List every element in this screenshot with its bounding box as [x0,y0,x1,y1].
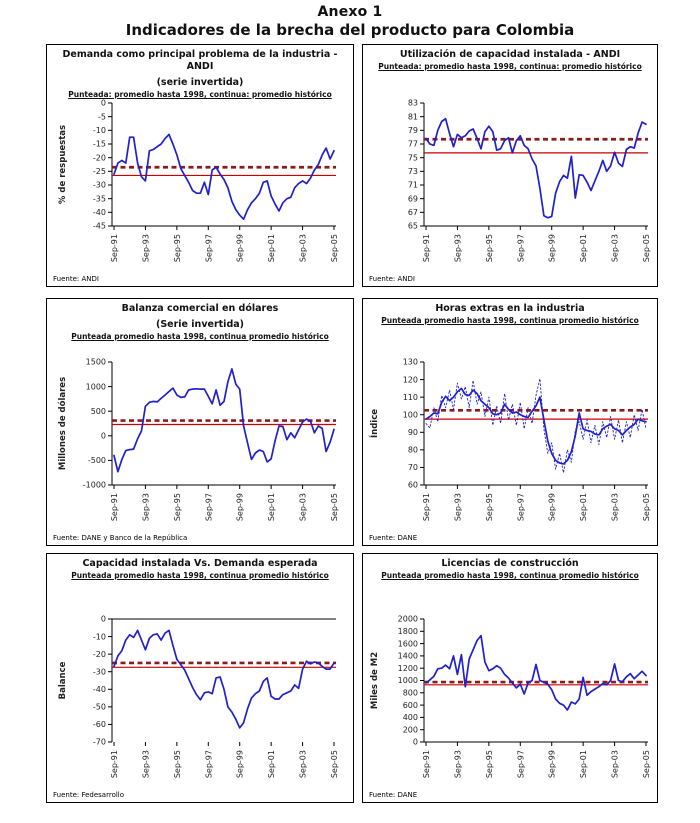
chart-title-line2: (serie invertida) [156,77,244,88]
svg-text:Sep-97: Sep-97 [204,234,214,263]
chart-title: Licencias de construcción [441,558,579,569]
svg-text:Millones de dólares: Millones de dólares [58,376,68,471]
horas-extras-plot [366,355,654,529]
svg-text:69: 69 [407,194,418,204]
svg-text:200: 200 [402,725,418,735]
svg-text:120: 120 [402,375,418,385]
svg-text:-45: -45 [92,221,106,231]
demanda-plot [50,96,350,270]
svg-text:77: 77 [407,139,418,149]
svg-text:0: 0 [100,98,106,108]
svg-text:% de respuestas: % de respuestas [58,124,68,205]
svg-text:-500: -500 [87,456,106,466]
svg-text:2000: 2000 [397,614,418,624]
svg-text:130: 130 [402,357,418,367]
svg-text:81: 81 [407,112,418,122]
svg-text:-10: -10 [92,632,106,642]
capacidad-demanda-plot [50,612,350,786]
panel-demanda-industria [46,44,354,287]
svg-text:400: 400 [402,713,418,723]
svg-text:Sep-97: Sep-97 [204,750,214,779]
svg-text:Sep-01: Sep-01 [579,750,589,779]
chart-source: Fuente: DANE [369,534,418,542]
svg-text:Sep-95: Sep-95 [484,493,494,522]
svg-text:80: 80 [407,445,418,455]
chart-subtitle: Punteada promedio hasta 1998, continua promedio histórico [381,316,639,325]
svg-text:Sep-99: Sep-99 [235,750,245,779]
svg-text:Sep-99: Sep-99 [235,234,245,263]
svg-text:Sep-03: Sep-03 [610,493,620,522]
svg-text:-25: -25 [92,167,106,177]
svg-text:Sep-91: Sep-91 [422,750,431,779]
utilizacion-plot [366,96,654,270]
svg-text:73: 73 [407,167,418,177]
svg-text:Sep-97: Sep-97 [204,493,214,522]
svg-text:1200: 1200 [397,663,418,673]
chart-source: Fuente: ANDI [369,275,415,283]
svg-text:-1000: -1000 [82,480,106,490]
page-title: Anexo 1 [317,4,383,20]
chart-subtitle: Punteada promedio hasta 1998, continua promedio histórico [381,571,639,580]
svg-text:-15: -15 [92,139,106,149]
svg-text:-20: -20 [92,649,106,659]
chart-subtitle: Punteada promedio hasta 1998, continua promedio histórico [71,571,329,580]
svg-text:Miles de M2: Miles de M2 [370,651,380,710]
svg-text:Sep-03: Sep-03 [610,750,620,779]
svg-text:1600: 1600 [397,639,418,649]
panel-balanza-comercial [46,298,354,546]
svg-text:Sep-93: Sep-93 [453,234,463,263]
svg-text:Sep-01: Sep-01 [579,493,589,522]
svg-text:Sep-01: Sep-01 [267,493,277,522]
page-header [0,4,700,39]
svg-text:1500: 1500 [85,357,106,367]
chart-title: Horas extras en la industria [435,303,585,314]
svg-text:75: 75 [407,153,418,163]
svg-text:110: 110 [402,392,418,402]
svg-text:Sep-03: Sep-03 [610,234,620,263]
svg-text:Sep-93: Sep-93 [453,493,463,522]
svg-text:83: 83 [407,98,418,108]
svg-text:0: 0 [100,614,106,624]
svg-text:90: 90 [407,427,418,437]
chart-subtitle: Punteada promedio hasta 1998, continua promedio histórico [71,332,329,341]
chart-source: Fuente: ANDI [53,275,99,283]
svg-text:Sep-97: Sep-97 [516,234,526,263]
svg-text:70: 70 [407,463,418,473]
svg-text:Sep-93: Sep-93 [141,750,151,779]
svg-text:Sep-93: Sep-93 [141,493,151,522]
svg-text:67: 67 [407,208,418,218]
chart-title: Demanda como principal problema de la industria - ANDI [62,49,338,72]
panel-licencias-construccion [362,553,658,803]
chart-title: Capacidad instalada Vs. Demanda esperada [82,558,318,569]
svg-text:Sep-05: Sep-05 [330,750,339,779]
svg-text:-40: -40 [92,208,106,218]
svg-text:Sep-95: Sep-95 [172,234,182,263]
svg-text:Sep-03: Sep-03 [298,493,308,522]
svg-text:Sep-05: Sep-05 [642,750,651,779]
svg-text:Sep-93: Sep-93 [141,234,151,263]
svg-text:71: 71 [407,180,418,190]
svg-text:Sep-95: Sep-95 [484,234,494,263]
chart-title: Balanza comercial en dólares [121,303,279,314]
svg-text:1400: 1400 [397,651,418,661]
svg-text:60: 60 [407,480,418,490]
svg-text:100: 100 [402,410,418,420]
svg-text:Índice: Índice [370,408,380,439]
svg-text:1000: 1000 [85,382,106,392]
svg-text:Sep-91: Sep-91 [110,234,119,263]
svg-text:-10: -10 [92,126,106,136]
svg-text:Sep-01: Sep-01 [579,234,589,263]
page-subtitle: Indicadores de la brecha del producto para Colombia [125,21,575,39]
panel-utilizacion-capacidad [362,44,658,287]
svg-text:-20: -20 [92,153,106,163]
svg-text:Sep-95: Sep-95 [484,750,494,779]
chart-source: Fuente: DANE [369,791,418,799]
svg-text:0: 0 [100,431,106,441]
svg-text:-30: -30 [92,667,106,677]
svg-text:Sep-05: Sep-05 [330,493,339,522]
svg-text:-50: -50 [92,702,106,712]
svg-text:Sep-99: Sep-99 [235,493,245,522]
svg-text:Sep-95: Sep-95 [172,493,182,522]
svg-text:600: 600 [402,700,418,710]
svg-text:Sep-91: Sep-91 [110,750,119,779]
svg-text:800: 800 [402,688,418,698]
svg-text:Sep-01: Sep-01 [267,234,277,263]
svg-text:-5: -5 [98,112,106,122]
chart-source: Fuente: Fedesarrollo [53,791,125,799]
svg-text:Sep-91: Sep-91 [422,234,431,263]
svg-text:65: 65 [407,221,418,231]
chart-title-line2: (Serie invertida) [155,319,244,330]
svg-text:500: 500 [90,406,106,416]
svg-text:79: 79 [407,126,418,136]
svg-text:Sep-03: Sep-03 [298,234,308,263]
svg-text:-40: -40 [92,684,106,694]
svg-text:1000: 1000 [397,676,418,686]
svg-text:-30: -30 [92,180,106,190]
chart-source: Fuente: DANE y Banco de la República [53,534,188,542]
svg-text:Sep-93: Sep-93 [453,750,463,779]
svg-text:-60: -60 [92,720,106,730]
svg-text:0: 0 [412,737,418,747]
balanza-plot [50,355,350,529]
chart-title: Utilización de capacidad instalada - ANDI [399,49,621,60]
svg-text:Sep-99: Sep-99 [547,750,557,779]
panel-horas-extras [362,298,658,546]
svg-text:-35: -35 [92,194,106,204]
svg-text:-70: -70 [92,737,106,747]
svg-text:Sep-91: Sep-91 [422,493,431,522]
svg-text:Sep-95: Sep-95 [172,750,182,779]
svg-text:Sep-99: Sep-99 [547,234,557,263]
svg-text:Sep-97: Sep-97 [516,750,526,779]
svg-text:Sep-05: Sep-05 [642,234,651,263]
svg-text:Sep-01: Sep-01 [267,750,277,779]
svg-text:Sep-97: Sep-97 [516,493,526,522]
svg-text:Sep-91: Sep-91 [110,493,119,522]
svg-text:Sep-05: Sep-05 [642,493,651,522]
svg-text:Balance: Balance [58,661,68,700]
chart-subtitle: Punteada: promedio hasta 1998, continua: promedio histórico [68,90,332,99]
svg-text:1800: 1800 [397,627,418,636]
chart-subtitle: Punteada: promedio hasta 1998, continua: promedio histórico [378,62,642,71]
svg-text:Sep-05: Sep-05 [330,234,339,263]
licencias-plot [366,612,654,786]
svg-text:Sep-03: Sep-03 [298,750,308,779]
svg-text:Sep-99: Sep-99 [547,493,557,522]
panel-capacidad-vs-demanda [46,553,354,803]
